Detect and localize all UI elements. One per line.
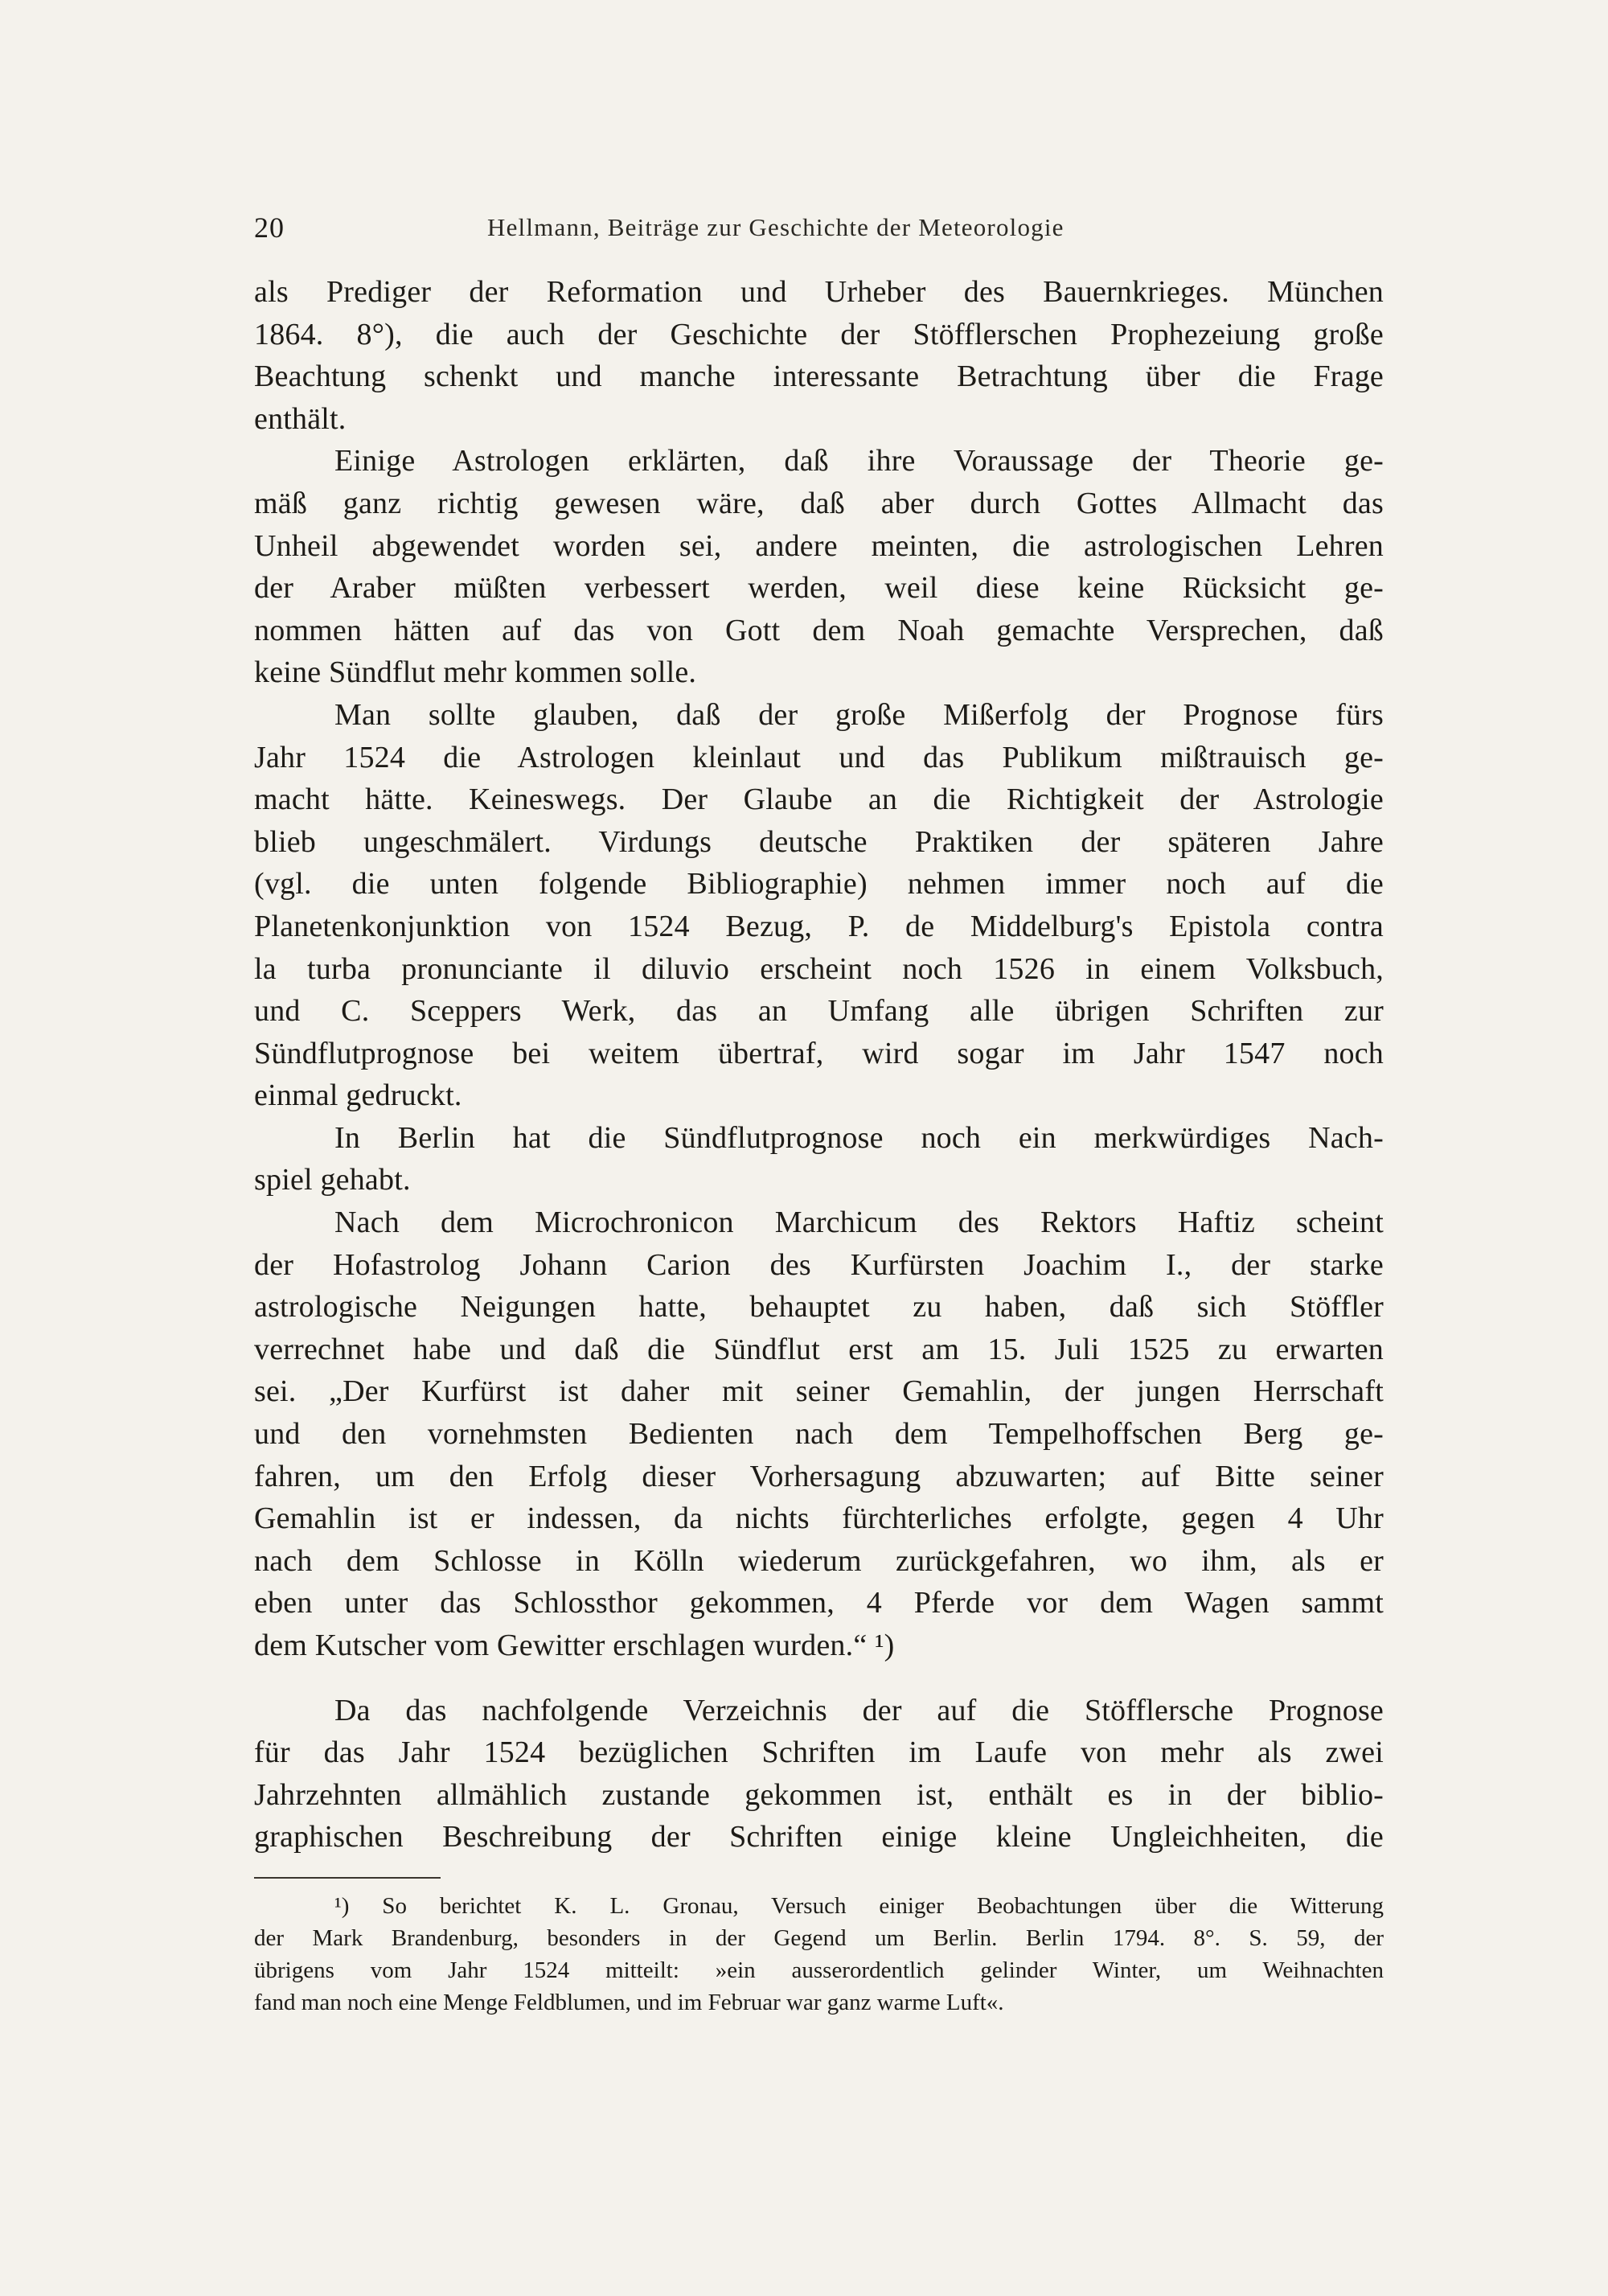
paragraph [254, 271, 1384, 440]
paragraph [254, 694, 1384, 1117]
body-text [254, 271, 1384, 1859]
paragraph [254, 1201, 1384, 1667]
text-line: dem Kutscher vom Gewitter erschlagen wurden.“ ¹) [254, 1629, 895, 1662]
text-line: für das Jahr 1524 bezüglichen Schriften im Laufe von mehr als zwei [254, 1735, 1384, 1770]
paragraph [254, 440, 1384, 694]
text-line: einmal gedruckt. [254, 1078, 462, 1113]
text-line: Nach dem Microchronicon Marchicum des Rektors Haftiz scheint [334, 1206, 1384, 1240]
text-line: Da das nachfolgende Verzeichnis der auf die Stöfflersche Prognose [334, 1693, 1384, 1727]
text-line: Unheil abgewendet worden sei, andere meinten, die astrologischen Lehren [254, 528, 1384, 563]
text-line: astrologische Neigungen hatte, behauptet zu haben, daß sich Stöffler [254, 1290, 1384, 1325]
text-line: Jahr 1524 die Astrologen kleinlaut und das Publikum mißtrauisch ge- [254, 740, 1384, 774]
footnote [254, 1890, 1384, 2019]
text-line: Gemahlin ist er indessen, da nichts fürchterliches erfolgte, gegen 4 Uhr [254, 1501, 1384, 1536]
footnote-line: fand man noch eine Menge Feldblumen, und im Februar war ganz warme Luft«. [254, 1990, 1004, 2015]
footnote-line: übrigens vom Jahr 1524 mitteilt: »ein ausserordentlich gelinder Winter, um Weihnachten [254, 1957, 1384, 1983]
text-line: Man sollte glauben, daß der große Mißerfolg der Prognose fürs [334, 697, 1384, 732]
text-line: nach dem Schlosse in Kölln wiederum zurückgefahren, wo ihm, als er [254, 1543, 1384, 1578]
text-line: nommen hätten auf das von Gott dem Noah gemachte Versprechen, daß [254, 613, 1384, 647]
text-line: keine Sündflut mehr kommen solle. [254, 655, 697, 690]
text-line: fahren, um den Erfolg dieser Vorhersagung abzuwarten; auf Bitte seiner [254, 1459, 1384, 1493]
text-line: und den vornehmsten Bedienten nach dem Tempelhoffschen Berg ge- [254, 1417, 1384, 1452]
page-number: 20 [254, 212, 285, 244]
text-line: der Hofastrolog Johann Carion des Kurfürsten Joachim I., der starke [254, 1247, 1384, 1282]
text-line: Einige Astrologen erklärten, daß ihre Voraussage der Theorie ge- [334, 444, 1384, 479]
footnote-rule [254, 1877, 441, 1879]
footnote-line: der Mark Brandenburg, besonders in der Gegend um Berlin. Berlin 1794. 8°. S. 59, der [254, 1925, 1384, 1951]
text-line: verrechnet habe und daß die Sündflut erst am 15. Juli 1525 zu erwarten [254, 1332, 1384, 1366]
text-line: graphischen Beschreibung der Schriften einige kleine Ungleichheiten, die [254, 1820, 1384, 1854]
text-line: la turba pronunciante il diluvio erscheint noch 1526 in einem Volksbuch, [254, 951, 1384, 986]
text-line: spiel gehabt. [254, 1163, 411, 1197]
text-line: Jahrzehnten allmählich zustande gekommen ist, enthält es in der biblio- [254, 1777, 1384, 1812]
running-title: Hellmann, Beiträge zur Geschichte der Meteorologie [487, 213, 1064, 241]
text-line: als Prediger der Reformation und Urheber des Bauernkrieges. München [254, 275, 1384, 309]
section-gap [254, 1667, 1384, 1690]
text-line: (vgl. die unten folgende Bibliographie) nehmen immer noch auf die [254, 867, 1384, 902]
text-line: Sündflutprognose bei weitem übertraf, wird sogar im Jahr 1547 noch [254, 1036, 1384, 1070]
text-line: und C. Sceppers Werk, das an Umfang alle übrigen Schriften zur [254, 994, 1384, 1029]
paragraph [254, 1117, 1384, 1201]
text-line: eben unter das Schlossthor gekommen, 4 Pferde vor dem Wagen sammt [254, 1586, 1384, 1620]
text-line: In Berlin hat die Sündflutprognose noch ein merkwürdiges Nach- [334, 1120, 1384, 1155]
text-line: 1864. 8°), die auch der Geschichte der Stöfflerschen Prophezeiung große [254, 317, 1384, 351]
text-line: Beachtung schenkt und manche interessante Betrachtung über die Frage [254, 359, 1384, 394]
text-line: blieb ungeschmälert. Virdungs deutsche Praktiken der späteren Jahre [254, 824, 1384, 859]
footnote-line: ¹) So berichtet K. L. Gronau, Versuch einiger Beobachtungen über die Witterung [334, 1893, 1384, 1919]
paragraph [254, 1690, 1384, 1859]
running-header [254, 211, 1388, 246]
text-line: mäß ganz richtig gewesen wäre, daß aber durch Gottes Allmacht das [254, 486, 1384, 520]
text-line: enthält. [254, 401, 347, 436]
text-line: der Araber müßten verbessert werden, weil diese keine Rücksicht ge- [254, 571, 1384, 606]
text-line: macht hätte. Keineswegs. Der Glaube an die Richtigkeit der Astrologie [254, 782, 1384, 817]
text-line: sei. „Der Kurfürst ist daher mit seiner Gemahlin, der jungen Herrschaft [254, 1374, 1384, 1409]
text-line: Planetenkonjunktion von 1524 Bezug, P. de Middelburg's Epistola contra [254, 909, 1384, 943]
